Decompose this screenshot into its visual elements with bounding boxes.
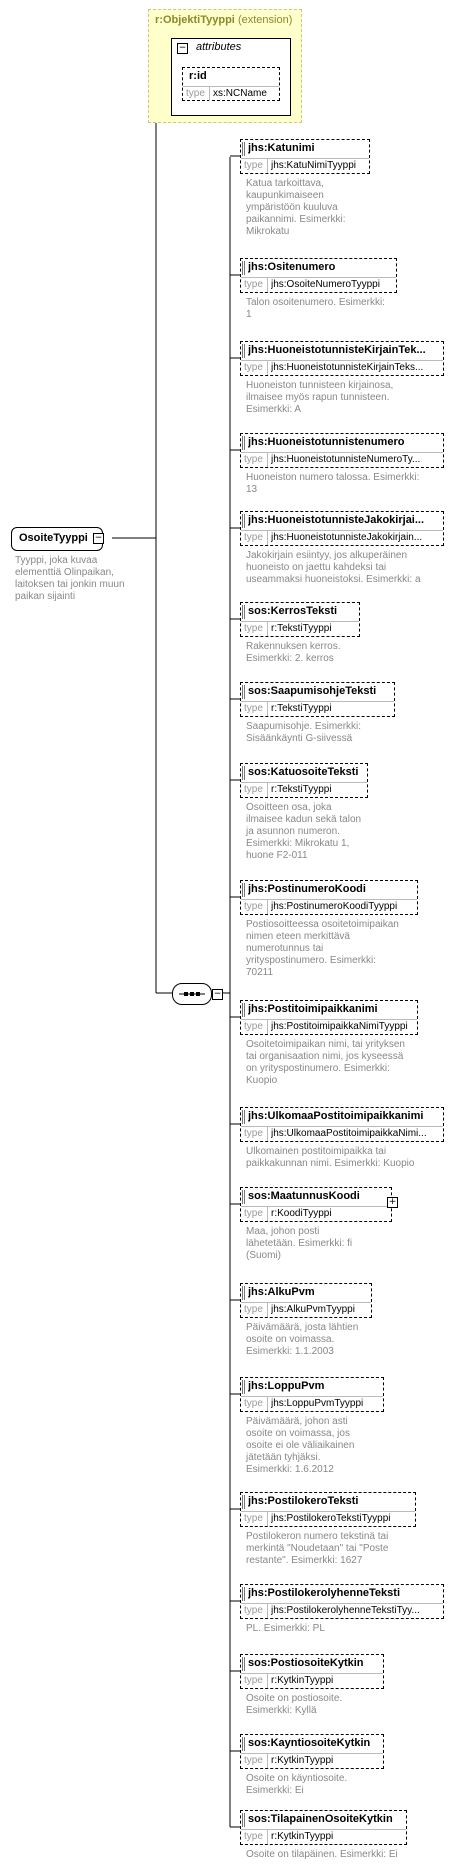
description-line: Katua tarkoittava, bbox=[246, 178, 324, 189]
description-line: tai organisaation nimi, jos kyseessä bbox=[246, 1051, 404, 1062]
element-type: r:TekstiTyyppi bbox=[271, 784, 332, 795]
collapse-icon[interactable]: − bbox=[213, 989, 222, 999]
element-name: sos:SaapumisohjeTeksti bbox=[248, 685, 377, 697]
element-name: sos:KerrosTeksti bbox=[248, 605, 338, 617]
description-line: Osoitetoimipaikan nimi, tai yrityksen bbox=[246, 1039, 405, 1050]
element-node[interactable] bbox=[240, 1584, 444, 1619]
element-name: jhs:PostinumeroKoodi bbox=[248, 883, 366, 895]
description-line: Esimerkki: Ei bbox=[246, 1785, 304, 1796]
sequence-icon bbox=[173, 984, 211, 1004]
collapse-icon[interactable]: − bbox=[94, 533, 103, 543]
element-type-label: type bbox=[244, 1208, 263, 1219]
description-line: ja asunnon numeron. bbox=[246, 826, 340, 837]
element-marker-icon bbox=[242, 436, 247, 450]
element-marker-icon bbox=[242, 1495, 247, 1509]
element-description bbox=[246, 472, 419, 496]
element-node[interactable] bbox=[240, 1283, 372, 1318]
element-type-label: type bbox=[244, 623, 263, 634]
element-type-label: type bbox=[244, 784, 263, 795]
element-marker-icon bbox=[242, 1190, 247, 1204]
element-node[interactable] bbox=[240, 880, 418, 915]
element-marker-icon bbox=[242, 1657, 247, 1671]
description-line: lähetetään. Esimerkki: fi bbox=[246, 1238, 353, 1249]
element-description bbox=[246, 802, 361, 862]
root-type-description: Tyyppi, joka kuvaa elementtiä Olinpaikan, laitoksen tai jonkin muun paikan sijainti bbox=[15, 555, 125, 602]
element-type: r:KytkinTyyppi bbox=[271, 1675, 334, 1686]
description-line: 13 bbox=[246, 484, 258, 495]
element-node[interactable] bbox=[240, 1000, 418, 1035]
element-type-label: type bbox=[244, 1128, 263, 1139]
element-description bbox=[246, 178, 345, 238]
description-line: Huoneiston numero talossa. Esimerkki: bbox=[246, 472, 420, 483]
attributes-group bbox=[171, 38, 291, 116]
element-marker-icon bbox=[242, 1286, 247, 1300]
element-type: jhs:PostitoimipaikkaNimiTyyppi bbox=[271, 1021, 408, 1032]
description-line: Osoite on postiosoite. bbox=[246, 1693, 343, 1704]
element-marker-icon bbox=[242, 344, 247, 358]
element-type-label: type bbox=[244, 1755, 263, 1766]
element-type-label: type bbox=[244, 901, 263, 912]
element-marker-icon bbox=[242, 883, 247, 897]
description-line: Esimerkki: Mikrokatu 1, bbox=[246, 838, 350, 849]
description-line: ilmaisee kadun sekä talon bbox=[246, 814, 362, 825]
element-description bbox=[246, 1039, 405, 1087]
description-line: Postilokeron numero tekstinä tai bbox=[246, 1531, 389, 1542]
element-name: sos:TilapainenOsoiteKytkin bbox=[248, 1813, 393, 1825]
element-name: jhs:AlkuPvm bbox=[248, 1286, 315, 1298]
element-node[interactable] bbox=[240, 258, 397, 293]
element-description bbox=[246, 1146, 414, 1170]
element-marker-icon bbox=[242, 1587, 247, 1601]
element-type: r:KytkinTyyppi bbox=[271, 1831, 334, 1842]
element-description bbox=[246, 1322, 358, 1358]
description-line: kaupunkimaiseen bbox=[246, 190, 324, 201]
description-line: Esimerkki: 1.1.2003 bbox=[246, 1346, 334, 1357]
element-marker-icon bbox=[242, 685, 247, 699]
description-line: Saapumisohje. Esimerkki: bbox=[246, 721, 362, 732]
element-node[interactable] bbox=[240, 1810, 407, 1845]
element-type: jhs:LoppuPvmTyyppi bbox=[271, 1398, 364, 1409]
element-description bbox=[246, 1773, 347, 1797]
description-line: Osoite on tilapäinen. Esimerkki: Ei bbox=[246, 1849, 398, 1860]
description-line: osoite ei ole väliaikainen bbox=[246, 1440, 355, 1451]
element-name: jhs:Ositenumero bbox=[248, 261, 336, 273]
extension-box bbox=[148, 9, 302, 123]
description-line: nimen eteen merkittävä bbox=[246, 931, 350, 942]
element-description bbox=[246, 1226, 352, 1262]
element-name: jhs:Postitoimipaikkanimi bbox=[248, 1003, 378, 1015]
element-description bbox=[246, 1849, 398, 1861]
element-type-label: type bbox=[244, 1675, 263, 1686]
description-line: osoite on voimassa, jos bbox=[246, 1428, 350, 1439]
element-name: sos:PostiosoiteKytkin bbox=[248, 1657, 364, 1669]
element-name: jhs:Katunimi bbox=[248, 142, 315, 154]
element-type: r:KoodiTyyppi bbox=[271, 1208, 332, 1219]
element-marker-icon bbox=[242, 1110, 247, 1124]
element-type: jhs:KatuNimiTyyppi bbox=[271, 160, 357, 171]
description-line: on yrityspostinumero. Esimerkki: bbox=[246, 1063, 390, 1074]
element-marker-icon bbox=[242, 1737, 247, 1751]
element-description bbox=[246, 1416, 354, 1476]
element-type-label: type bbox=[244, 703, 263, 714]
description-line: 70211 bbox=[246, 967, 274, 978]
description-line: (Suomi) bbox=[246, 1250, 282, 1261]
element-description bbox=[246, 380, 393, 416]
element-node[interactable] bbox=[240, 433, 444, 468]
element-description bbox=[246, 721, 361, 745]
element-name: sos:KayntiosoiteKytkin bbox=[248, 1737, 371, 1749]
description-line: Esimerkki: A bbox=[246, 404, 302, 415]
description-line: Mikrokatu bbox=[246, 226, 290, 237]
element-node[interactable] bbox=[240, 763, 368, 798]
description-line: Päivämäärä, johon asti bbox=[246, 1416, 348, 1427]
element-node[interactable] bbox=[240, 1492, 416, 1527]
description-line: Esimerkki: Kyllä bbox=[246, 1705, 317, 1716]
description-line: Esimerkki: 1.6.2012 bbox=[246, 1464, 334, 1475]
element-node[interactable] bbox=[240, 139, 370, 174]
element-name: sos:MaatunnusKoodi bbox=[248, 1190, 360, 1202]
element-description bbox=[246, 1623, 325, 1635]
description-line: Osoitteen osa, joka bbox=[246, 802, 332, 813]
element-name: jhs:HuoneistotunnisteKirjainTek... bbox=[248, 344, 426, 356]
element-type-label: type bbox=[244, 1605, 263, 1616]
element-type-label: type bbox=[244, 1831, 263, 1842]
element-type: jhs:OsoiteNumeroTyyppi bbox=[271, 279, 380, 290]
element-type: jhs:UlkomaaPostitoimipaikkaNimi... bbox=[271, 1128, 427, 1139]
element-description bbox=[246, 297, 385, 321]
element-marker-icon bbox=[242, 514, 247, 528]
description-line: osoite on voimassa. bbox=[246, 1334, 335, 1345]
element-node[interactable] bbox=[240, 1107, 444, 1142]
element-description bbox=[246, 641, 341, 665]
description-line: numerotunnus tai bbox=[246, 943, 324, 954]
element-name: jhs:UlkomaaPostitoimipaikkanimi bbox=[248, 1110, 424, 1122]
description-line: Sisäänkäynti G-siivessä bbox=[246, 733, 353, 744]
element-marker-icon bbox=[242, 142, 247, 156]
description-line: paikkakunnan nimi. Esimerkki: Kuopio bbox=[246, 1158, 415, 1169]
description-line: Ulkomainen postitoimipaikka tai bbox=[246, 1146, 387, 1157]
element-node[interactable] bbox=[240, 511, 444, 546]
element-type: jhs:PostilokerolyhenneTekstiTyy... bbox=[271, 1605, 420, 1616]
element-name: jhs:Huoneistotunnistenumero bbox=[248, 436, 405, 448]
element-type: r:TekstiTyyppi bbox=[271, 623, 332, 634]
attributes-label: attributes bbox=[196, 41, 242, 53]
element-name: jhs:PostilokerolyhenneTeksti bbox=[248, 1587, 401, 1599]
description-line: Talon osoitenumero. Esimerkki: bbox=[246, 297, 385, 308]
description-line: ilmaisee myös rapun tunnisteen. bbox=[246, 392, 390, 403]
element-node[interactable] bbox=[240, 602, 360, 637]
element-type-label: type bbox=[244, 1513, 263, 1524]
element-type: jhs:HuoneistotunnisteNumeroTy... bbox=[271, 454, 421, 465]
extension-kind: (extension) bbox=[237, 14, 293, 26]
description-line: Osoite on käyntiosoite. bbox=[246, 1773, 348, 1784]
description-line: useammaksi huoneistoksi. Esimerkki: a bbox=[246, 574, 421, 585]
element-type: jhs:PostinumeroKoodiTyyppi bbox=[271, 901, 398, 912]
element-type: jhs:HuoneistotunnisteKirjainTeks... bbox=[271, 362, 424, 373]
element-description bbox=[246, 550, 421, 586]
element-description bbox=[246, 1693, 342, 1717]
element-type: jhs:PostilokeroTekstiTyyppi bbox=[271, 1513, 391, 1524]
expand-icon[interactable]: + bbox=[388, 1197, 397, 1207]
root-type-node[interactable] bbox=[11, 527, 103, 551]
description-line: jätetään tyhjäksi. bbox=[246, 1452, 321, 1463]
element-name: jhs:LoppuPvm bbox=[248, 1380, 325, 1392]
element-type-label: type bbox=[244, 362, 263, 373]
description-line: restante". Esimerkki: 1627 bbox=[246, 1555, 363, 1566]
element-name: jhs:HuoneistotunnisteJakokirjai... bbox=[248, 514, 425, 526]
element-type: r:KytkinTyyppi bbox=[271, 1755, 334, 1766]
element-node[interactable] bbox=[240, 1377, 384, 1412]
description-line: Postiosoitteessa osoitetoimipaikan bbox=[246, 919, 399, 930]
description-line: Maa, johon posti bbox=[246, 1226, 320, 1237]
description-line: PL. Esimerkki: PL bbox=[246, 1623, 325, 1634]
element-marker-icon bbox=[242, 605, 247, 619]
description-line: ympäristöön kuuluva bbox=[246, 202, 338, 213]
description-line: huone F2-011 bbox=[246, 850, 308, 861]
attribute-type-label: type bbox=[186, 88, 205, 99]
description-line: Huoneiston tunnisteen kirjainosa, bbox=[246, 380, 394, 391]
element-type-label: type bbox=[244, 1398, 263, 1409]
description-line: 1 bbox=[246, 309, 252, 320]
element-marker-icon bbox=[242, 766, 247, 780]
root-type-name: OsoiteTyyppi bbox=[19, 532, 88, 544]
element-node[interactable] bbox=[240, 341, 444, 376]
element-node[interactable] bbox=[240, 1187, 397, 1222]
element-marker-icon bbox=[242, 1003, 247, 1017]
attribute-name: r:id bbox=[189, 70, 207, 82]
element-description bbox=[246, 1531, 388, 1567]
element-type: jhs:AlkuPvmTyyppi bbox=[271, 1304, 355, 1315]
description-line: Rakennuksen kerros. bbox=[246, 641, 341, 652]
sequence-compositor[interactable] bbox=[172, 983, 222, 1005]
element-type-label: type bbox=[244, 160, 263, 171]
element-node[interactable] bbox=[240, 1654, 384, 1689]
element-type-label: type bbox=[244, 279, 263, 290]
element-node[interactable] bbox=[240, 1734, 384, 1769]
extension-title bbox=[155, 14, 292, 26]
description-line: huoneisto on jaettu kahdeksi tai bbox=[246, 562, 387, 573]
element-marker-icon bbox=[242, 1813, 247, 1827]
element-name: sos:KatuosoiteTeksti bbox=[248, 766, 359, 778]
description-line: yrityspostinumero. Esimerkki: bbox=[246, 955, 377, 966]
element-type-label: type bbox=[244, 454, 263, 465]
description-line: merkintä "Noudetaan" tai "Poste bbox=[246, 1543, 389, 1554]
element-marker-icon bbox=[242, 261, 247, 275]
extension-base: r:ObjektiTyyppi bbox=[155, 14, 235, 26]
description-line: Kuopio bbox=[246, 1075, 278, 1086]
collapse-icon[interactable]: − bbox=[178, 43, 187, 53]
element-node[interactable] bbox=[240, 682, 395, 717]
description-line: paikannimi. Esimerkki: bbox=[246, 214, 346, 225]
description-line: Päivämäärä, josta lähtien bbox=[246, 1322, 359, 1333]
element-type-label: type bbox=[244, 532, 263, 543]
attribute-type: xs:NCName bbox=[213, 88, 267, 99]
description-line: Jakokirjain esiintyy, jos alkuperäinen bbox=[246, 550, 408, 561]
element-description bbox=[246, 919, 399, 979]
element-marker-icon bbox=[242, 1380, 247, 1394]
attribute-node[interactable] bbox=[182, 67, 280, 101]
attributes-header bbox=[172, 39, 290, 57]
element-type: jhs:HuoneistotunnisteJakokirjain... bbox=[271, 532, 423, 543]
element-type-label: type bbox=[244, 1304, 263, 1315]
element-type: r:TekstiTyyppi bbox=[271, 703, 332, 714]
element-type-label: type bbox=[244, 1021, 263, 1032]
element-name: jhs:PostilokeroTeksti bbox=[248, 1495, 359, 1507]
description-line: Esimerkki: 2. kerros bbox=[246, 653, 334, 664]
